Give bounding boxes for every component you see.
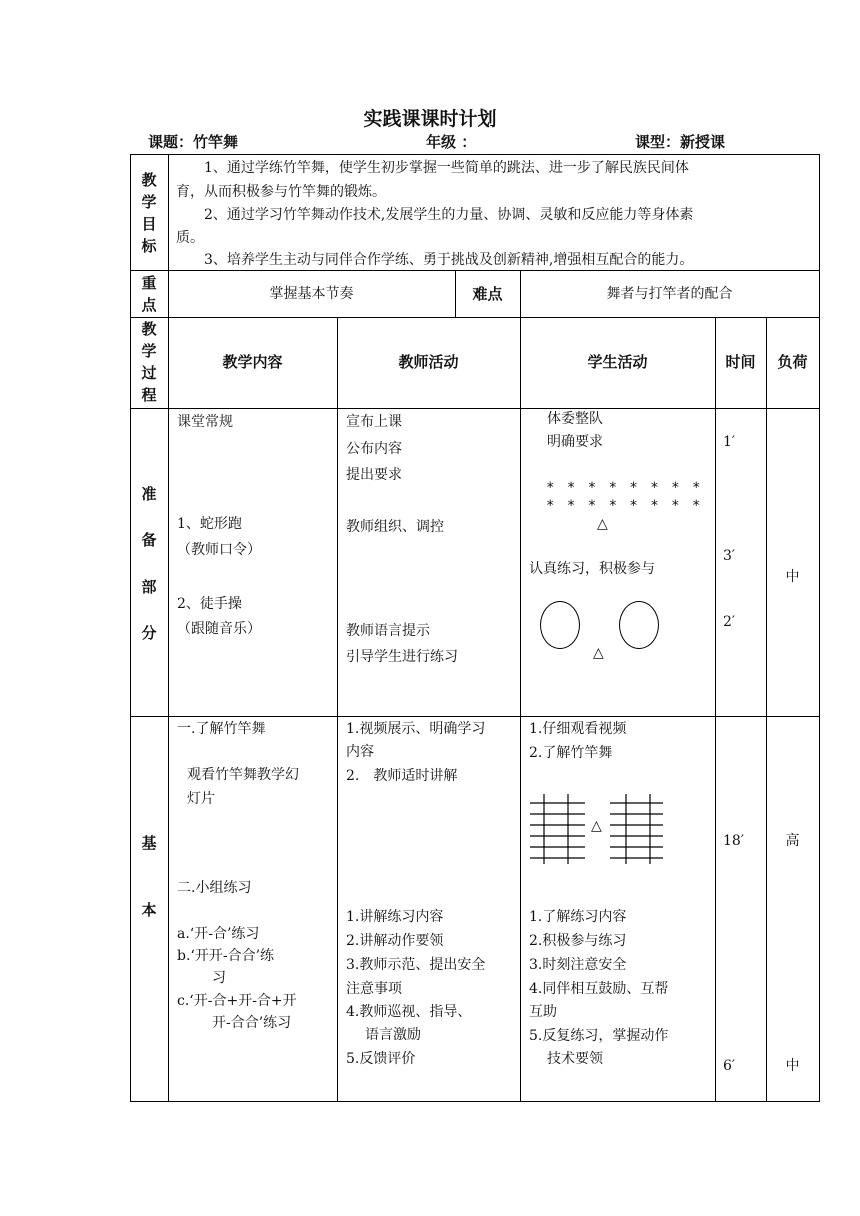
prep-teacher-2: 公布内容 [346,441,402,457]
basic-time-1: 18′ [723,833,744,849]
prep-content-1: 课堂常规 [177,414,233,430]
basic-content-8: c.‘开-合+开-合+开 [177,993,297,1009]
basic-teacher-8: 4.教师巡视、指导、 [346,1004,472,1020]
page-title: 实践课课时计划 [363,108,497,130]
prep-student-1: 体委整队 [547,411,603,427]
prep-time-2: 3′ [723,548,736,564]
basic-teacher-7: 注意事项 [346,981,402,997]
basic-content-5: a.‘开-合’练习 [177,926,260,942]
grade-field: 年级 ： [426,133,477,151]
basic-teacher-9: 语言激励 [365,1027,421,1043]
header-load: 负荷 [777,353,808,371]
basic-student-4: 2.积极参与练习 [529,933,627,949]
formation-row-1: * * * * * * * * [546,480,703,496]
prep-student-2: 明确要求 [547,434,603,450]
basic-content-6: b.‘开开-合合’练 [177,948,275,964]
basic-student-3: 1.了解练习内容 [529,909,627,925]
basic-content-1: 一.了解竹竿舞 [177,721,266,737]
prep-teacher-3: 提出要求 [346,467,402,483]
teacher-position-icon-3: △ [591,818,602,834]
prep-teacher-5: 教师语言提示 [346,623,430,639]
header-teacher: 教师活动 [398,353,459,371]
basic-student-6: 4.同伴相互鼓励、互帮 [529,981,669,997]
basic-teacher-1: 1.视频展示、明确学习 [346,721,486,737]
basic-teacher-5: 2.讲解动作要领 [346,933,444,949]
prep-teacher-4: 教师组织、调控 [346,519,444,535]
objective-line-5: 3、培养学生主动与同伴合作学练、勇于挑战及创新精神,增强相互配合的能力。 [176,252,694,268]
header-student: 学生活动 [587,353,648,371]
basic-student-2: 2.了解竹竿舞 [529,745,613,761]
basic-content-4: 二.小组练习 [177,880,252,896]
key-point: 掌握基本节奏 [269,286,354,302]
teacher-position-icon: △ [597,516,608,532]
objective-line-4: 质。 [176,230,204,246]
header-content: 教学内容 [222,353,283,371]
basic-student-8: 5.反复练习，掌握动作 [529,1028,669,1044]
basic-student-5: 3.时刻注意安全 [529,957,627,973]
prep-content-4: 2、徒手操 [177,596,242,612]
prep-load: 中 [785,569,800,585]
basic-teacher-4: 1.讲解练习内容 [346,909,444,925]
prep-content-2: 1、蛇形跑 [177,516,242,532]
basic-content-7: 习 [212,970,226,986]
prep-teacher-6: 引导学生进行练习 [346,649,458,665]
basic-load-2: 中 [785,1058,800,1074]
basic-teacher-6: 3.教师示范、提出安全 [346,957,486,973]
basic-student-1: 1.仔细观看视频 [529,721,627,737]
objective-line-3: 2、通过学习竹竿舞动作技术,发展学生的力量、协调、灵敏和反应能力等身体素 [176,207,694,223]
process-label: 教 学 过 程 [141,320,157,404]
prep-student-3: 认真练习，积极参与 [529,561,655,577]
basic-time-2: 6′ [723,1058,736,1074]
objective-line-1: 1、通过学练竹竿舞，使学生初步掌握一些简单的跳法、进一步了解民族民间体 [176,160,689,176]
objective-line-2: 育，从而积极参与竹竿舞的锻炼。 [176,184,386,200]
objectives-label: 教 学 目 标 [141,171,157,255]
circle-formation-right-icon [619,601,659,649]
basic-teacher-3: 2. 教师适时讲解 [346,768,458,784]
basic-content-9: 开-合合’练习 [212,1015,292,1031]
basic-teacher-10: 5.反馈评价 [346,1051,416,1067]
basic-content-2: 观看竹竿舞教学幻 [187,767,299,783]
prep-content-5: （跟随音乐） [177,621,261,637]
basic-teacher-2: 内容 [346,744,374,760]
prep-time-3: 2′ [723,614,736,630]
prep-teacher-1: 宣布上课 [346,414,402,430]
formation-row-2: * * * * * * * * [546,498,703,514]
difficulty: 舞者与打竿者的配合 [606,286,733,302]
basic-load-1: 高 [785,833,800,849]
header-time: 时间 [725,353,756,371]
prep-content-3: （教师口令） [177,542,261,558]
teacher-position-icon-2: △ [593,645,604,661]
key-point-label: 重 点 [141,274,157,314]
circle-formation-left-icon [540,601,580,649]
lesson-type-field: 课型：新授课 [635,133,726,151]
prep-time-1: 1′ [723,434,736,450]
topic-field: 课题：竹竿舞 [148,133,239,151]
difficulty-label: 难点 [472,285,503,303]
basic-student-7: 互助 [529,1004,557,1020]
basic-student-9: 技术要领 [547,1051,603,1067]
basic-content-3: 灯片 [187,791,215,807]
